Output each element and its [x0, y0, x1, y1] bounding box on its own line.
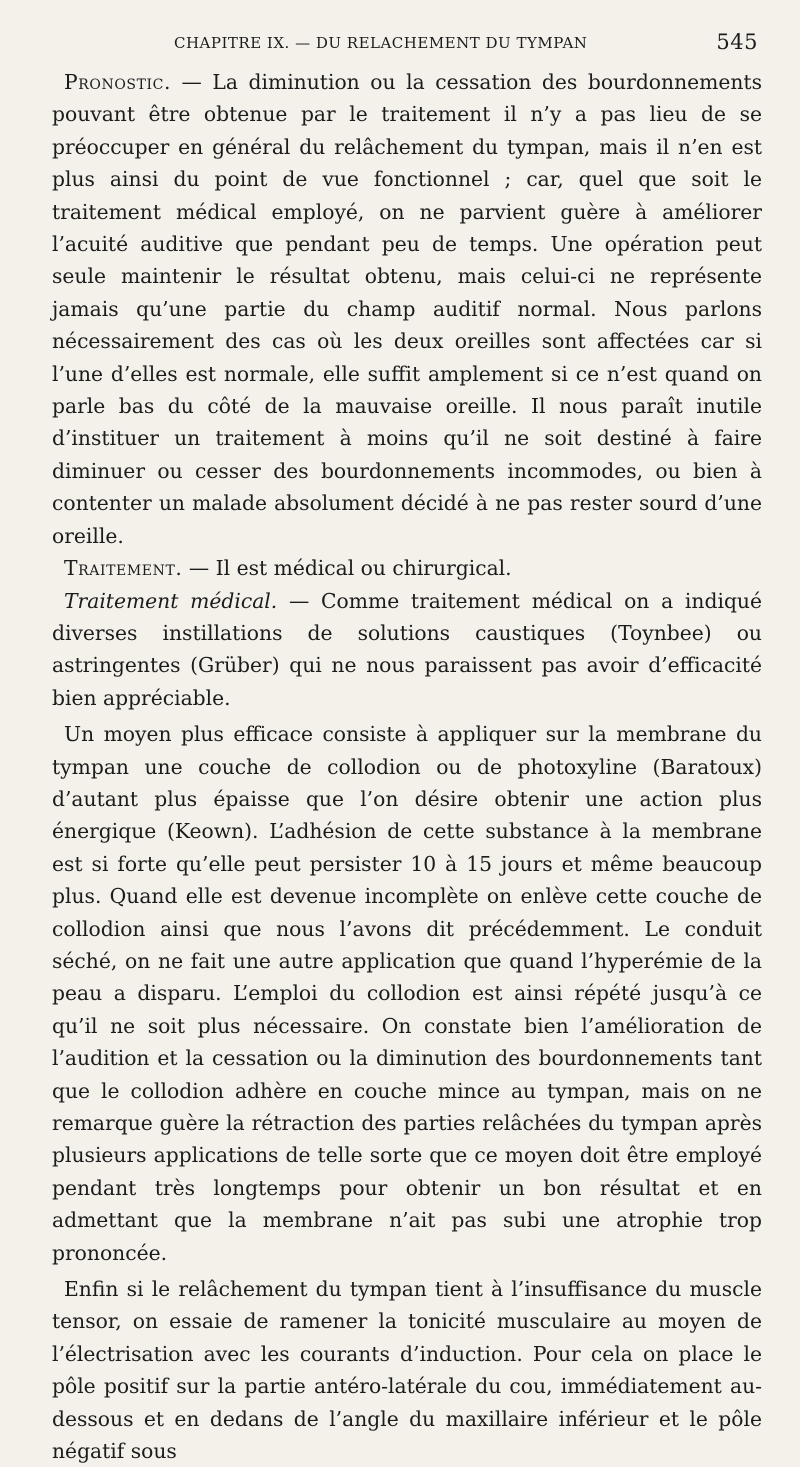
- section-label-traitement-medical: Traitement médical.: [64, 588, 278, 613]
- running-header: [52, 24, 762, 66]
- section-label-pronostic: Pronostic.: [64, 70, 172, 94]
- paragraph-traitement-text: — Il est médical ou chirurgical.: [182, 556, 512, 581]
- paragraph-collodion: Un moyen plus efficace consiste à appliquer sur la membrane du tympan une couche de collodion ou de photoxyline (Baratoux) d’autant plus épaisse que l’on désire obtenir une action plus énergique (Keown). L’adhésion de cette substance à la membrane est si forte qu’elle peut persister 10 à 15 jours et même beaucoup plus. Quand elle est devenue incomplète on enlève cette couche de collodion ainsi que nous l’avons dit précédemment. Le conduit séché, on ne fait une autre application que quand l’hyperémie de la peau a disparu. L’emploi du collodion est ainsi répété jusqu’à ce qu’il ne soit plus nécessaire. On constate bien l’amélioration de l’audition et la cessation ou la diminution des bourdonnements tant que le collodion adhère en couche mince au tympan, mais on ne remarque guère la rétraction des parties relâchées du tympan après plusieurs applications de telle sorte que ce moyen doit être employé pendant très longtemps pour obtenir un bon résultat et en admettant que la membrane n’ait pas subi une atrophie trop prononcée.: [52, 722, 762, 1265]
- body-text: [52, 66, 762, 1467]
- paragraph-pronostic: [52, 66, 762, 552]
- running-title: CHAPITRE IX. — DU RELACHEMENT DU TYMPAN: [174, 34, 588, 52]
- paragraph-traitement-medical-text: — Comme traitement médical on a indiqué diverses instillations de solutions caustiques (Toynbee) ou astringentes (Grüber) qui ne nous paraissent pas avoir d’efficacité bien appréciable.: [52, 588, 762, 710]
- paragraph-traitement-medical: [52, 585, 762, 715]
- page-number: 545: [716, 30, 758, 54]
- paragraph-traitement: [52, 552, 762, 584]
- paragraph-pronostic-text: — La diminution ou la cessation des bourdonnements pouvant être obtenue par le traitement il n’y a pas lieu de se préoccuper en général du relâchement du tympan, mais il n’en est plus ainsi du point de vue fonctionnel ; car, quel que soit le traitement médical employé, on ne parvient guère à améliorer l’acuité auditive que pendant peu de temps. Une opération peut seule maintenir le résultat obtenu, mais celui-ci ne représente jamais qu’une partie du champ auditif normal. Nous parlons nécessairement des cas où les deux oreilles sont affectées car si l’une d’elles est normale, elle suffit amplement si ce n’est quand on parle bas du côté de la mauvaise oreille. Il nous paraît inutile d’instituer un traitement à moins qu’il ne soit destiné à faire diminuer ou cesser des bourdonnements incommodes, ou bien à contenter un malade absolument décidé à ne pas rester sourd d’une oreille.: [52, 70, 762, 548]
- section-label-traitement: Traitement.: [64, 556, 183, 581]
- paragraph-electrisation: Enfin si le relâchement du tympan tient à l’insuffisance du muscle tensor, on essaie de ramener la tonicité musculaire au moyen de l’électrisation avec les courants d’induction. Pour cela on place le pôle positif sur la partie antéro-latérale du cou, immédiatement au-dessous et en dedans de l’angle du maxillaire inférieur et le pôle négatif sous: [52, 1277, 762, 1464]
